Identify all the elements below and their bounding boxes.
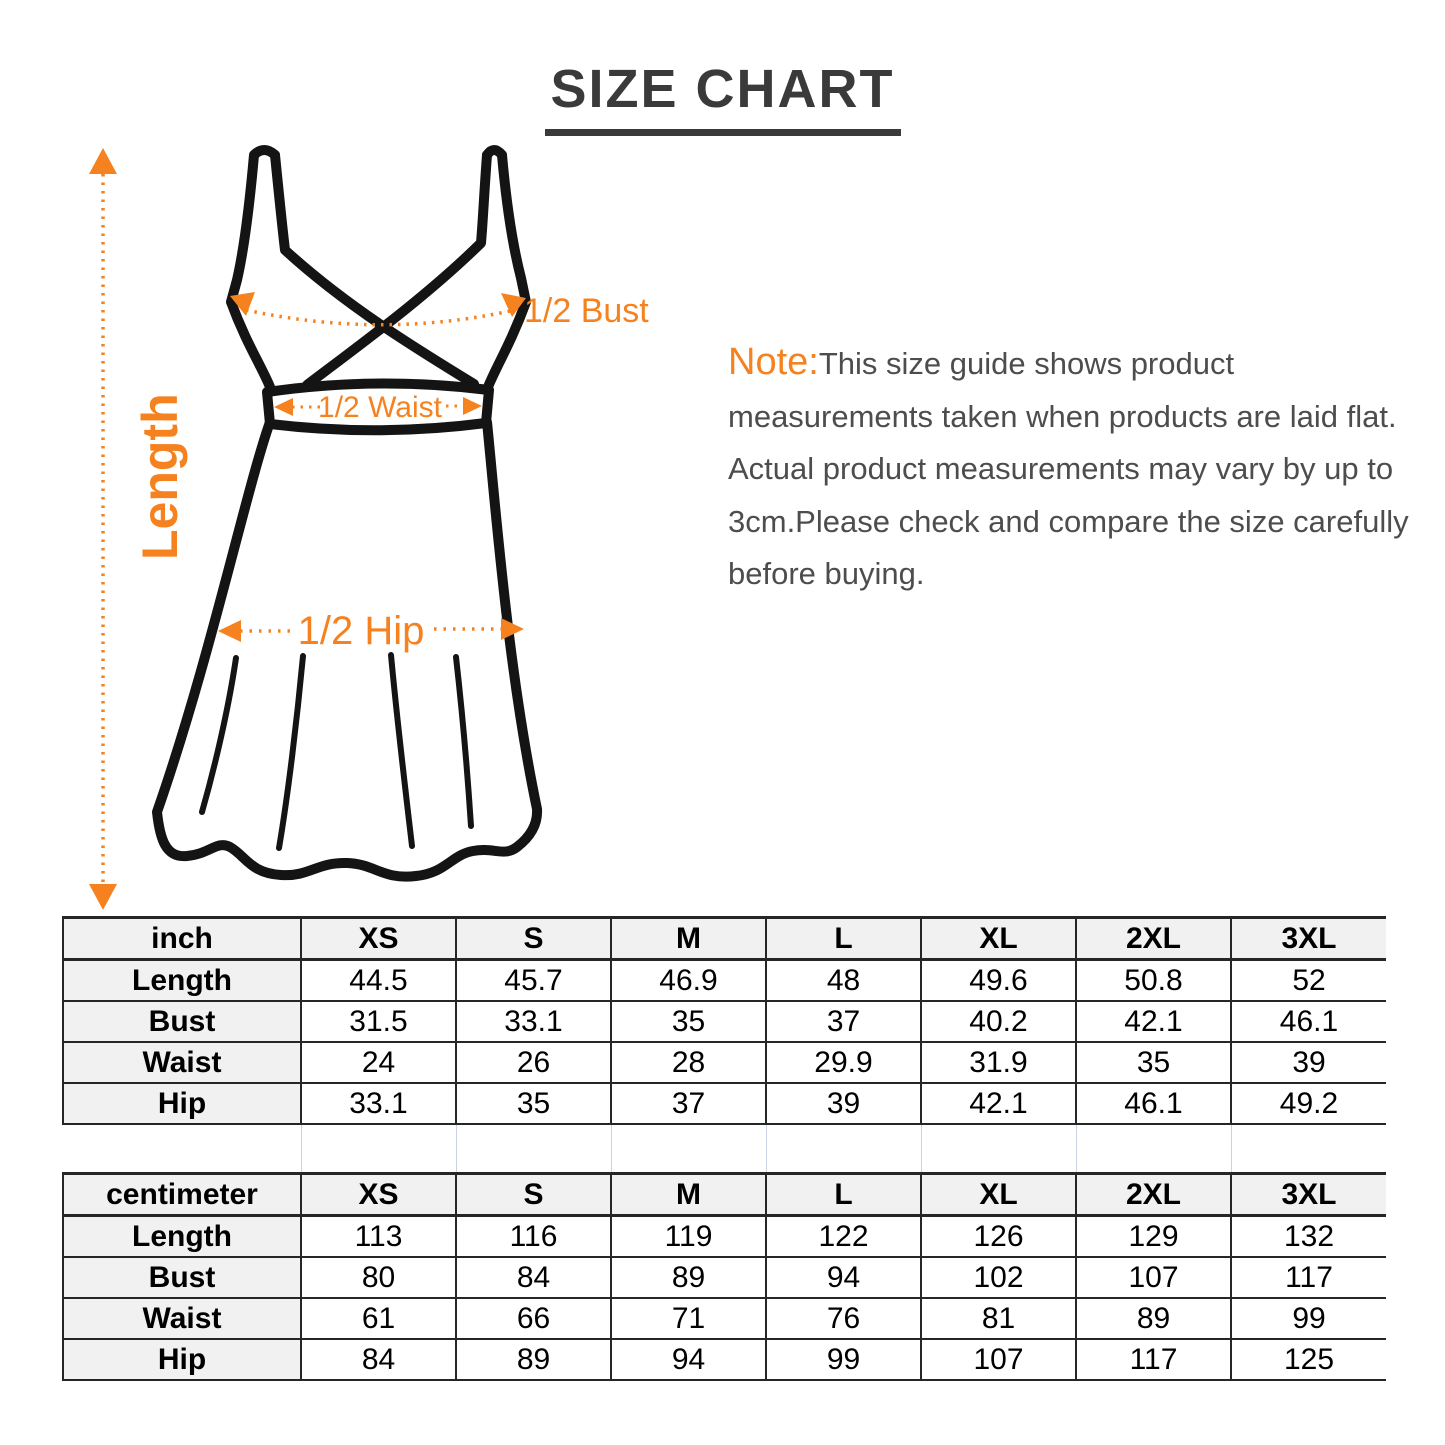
size-col-header: S <box>456 1174 611 1216</box>
inch-header-row <box>63 918 1386 960</box>
size-col-header: XL <box>921 918 1076 960</box>
spacer-cell <box>1076 1124 1231 1174</box>
table-row <box>63 1339 1386 1380</box>
size-value-cell: 84 <box>456 1257 611 1298</box>
size-value-cell: 81 <box>921 1298 1076 1339</box>
size-value-cell: 35 <box>456 1083 611 1124</box>
spacer-cell <box>766 1124 921 1174</box>
size-value-cell: 39 <box>766 1083 921 1124</box>
measure-label-cell: Bust <box>63 1257 301 1298</box>
size-value-cell: 113 <box>301 1216 456 1258</box>
size-value-cell: 29.9 <box>766 1042 921 1083</box>
spacer-cell <box>63 1124 301 1174</box>
size-value-cell: 89 <box>1076 1298 1231 1339</box>
size-value-cell: 107 <box>1076 1257 1231 1298</box>
dress-outline-drawing <box>157 150 537 877</box>
size-value-cell: 28 <box>611 1042 766 1083</box>
waist-label: 1/2 Waist <box>318 391 442 424</box>
table-spacer-row <box>63 1124 1386 1174</box>
note-paragraph <box>728 336 1420 601</box>
table-row <box>63 1298 1386 1339</box>
size-value-cell: 117 <box>1076 1339 1231 1380</box>
size-col-header: 2XL <box>1076 1174 1231 1216</box>
size-value-cell: 33.1 <box>301 1083 456 1124</box>
size-value-cell: 99 <box>766 1339 921 1380</box>
size-value-cell: 132 <box>1231 1216 1386 1258</box>
size-value-cell: 44.5 <box>301 960 456 1002</box>
measure-label-cell: Waist <box>63 1298 301 1339</box>
size-col-header: M <box>611 1174 766 1216</box>
size-value-cell: 122 <box>766 1216 921 1258</box>
measure-label-cell: Bust <box>63 1001 301 1042</box>
wrap-neckline-right-panel <box>307 155 487 385</box>
bust-label: 1/2 Bust <box>524 292 649 330</box>
table-row <box>63 1042 1386 1083</box>
unit-header-cell: centimeter <box>63 1174 301 1216</box>
table-row <box>63 1216 1386 1258</box>
size-value-cell: 49.2 <box>1231 1083 1386 1124</box>
size-value-cell: 46.1 <box>1231 1001 1386 1042</box>
size-value-cell: 48 <box>766 960 921 1002</box>
size-value-cell: 94 <box>611 1339 766 1380</box>
size-col-header: L <box>766 1174 921 1216</box>
size-value-cell: 42.1 <box>921 1083 1076 1124</box>
size-value-cell: 129 <box>1076 1216 1231 1258</box>
spacer-cell <box>1231 1124 1386 1174</box>
size-value-cell: 31.9 <box>921 1042 1076 1083</box>
measure-label-cell: Hip <box>63 1339 301 1380</box>
size-col-header: L <box>766 918 921 960</box>
size-value-cell: 39 <box>1231 1042 1386 1083</box>
table-row <box>63 1257 1386 1298</box>
size-col-header: XS <box>301 918 456 960</box>
title-bar <box>0 58 1445 136</box>
size-value-cell: 125 <box>1231 1339 1386 1380</box>
bodice-left-edge <box>231 155 270 387</box>
size-value-cell: 80 <box>301 1257 456 1298</box>
size-value-cell: 66 <box>456 1298 611 1339</box>
size-value-cell: 35 <box>611 1001 766 1042</box>
size-value-cell: 40.2 <box>921 1001 1076 1042</box>
size-value-cell: 37 <box>611 1083 766 1124</box>
size-col-header: S <box>456 918 611 960</box>
wrap-neckline-left-panel <box>275 155 474 384</box>
length-arrowhead-up <box>89 148 117 174</box>
measure-label-cell: Waist <box>63 1042 301 1083</box>
spacer-cell <box>921 1124 1076 1174</box>
size-value-cell: 117 <box>1231 1257 1386 1298</box>
size-col-header: 2XL <box>1076 918 1231 960</box>
bodice-right-edge <box>488 155 526 387</box>
dress-size-diagram <box>60 140 700 920</box>
size-value-cell: 26 <box>456 1042 611 1083</box>
spacer-cell <box>456 1124 611 1174</box>
spacer-cell <box>301 1124 456 1174</box>
length-arrowhead-down <box>89 884 117 910</box>
size-value-cell: 89 <box>456 1339 611 1380</box>
size-value-cell: 50.8 <box>1076 960 1231 1002</box>
size-value-cell: 46.1 <box>1076 1083 1231 1124</box>
measure-label-cell: Hip <box>63 1083 301 1124</box>
size-value-cell: 52 <box>1231 960 1386 1002</box>
size-value-cell: 84 <box>301 1339 456 1380</box>
table-row <box>63 1083 1386 1124</box>
centimeter-header-row <box>63 1174 1386 1216</box>
size-value-cell: 35 <box>1076 1042 1231 1083</box>
size-col-header: XL <box>921 1174 1076 1216</box>
size-value-cell: 31.5 <box>301 1001 456 1042</box>
size-value-cell: 33.1 <box>456 1001 611 1042</box>
note-label: Note: <box>728 341 819 383</box>
size-value-cell: 71 <box>611 1298 766 1339</box>
size-value-cell: 49.6 <box>921 960 1076 1002</box>
size-value-cell: 107 <box>921 1339 1076 1380</box>
table-row <box>63 1001 1386 1042</box>
table-row <box>63 960 1386 1002</box>
size-value-cell: 89 <box>611 1257 766 1298</box>
size-chart-table <box>62 916 1386 1381</box>
unit-header-cell: inch <box>63 918 301 960</box>
size-value-cell: 102 <box>921 1257 1076 1298</box>
size-value-cell: 42.1 <box>1076 1001 1231 1042</box>
size-col-header: XS <box>301 1174 456 1216</box>
size-col-header: 3XL <box>1231 918 1386 960</box>
length-label: Length <box>132 393 188 560</box>
spacer-cell <box>611 1124 766 1174</box>
size-value-cell: 24 <box>301 1042 456 1083</box>
size-value-cell: 76 <box>766 1298 921 1339</box>
size-col-header: 3XL <box>1231 1174 1386 1216</box>
size-col-header: M <box>611 918 766 960</box>
measure-label-cell: Length <box>63 1216 301 1258</box>
size-value-cell: 94 <box>766 1257 921 1298</box>
size-value-cell: 116 <box>456 1216 611 1258</box>
size-value-cell: 46.9 <box>611 960 766 1002</box>
size-value-cell: 126 <box>921 1216 1076 1258</box>
size-value-cell: 119 <box>611 1216 766 1258</box>
page-title: SIZE CHART <box>545 58 901 136</box>
size-value-cell: 99 <box>1231 1298 1386 1339</box>
size-value-cell: 37 <box>766 1001 921 1042</box>
size-value-cell: 45.7 <box>456 960 611 1002</box>
hip-label: 1/2 Hip <box>297 609 425 653</box>
measure-label-cell: Length <box>63 960 301 1002</box>
size-value-cell: 61 <box>301 1298 456 1339</box>
note-text: This size guide shows product measurements taken when products are laid flat. Actual product measurements may vary by up to 3cm.Please check and compare the size carefully before buying. <box>728 346 1409 591</box>
